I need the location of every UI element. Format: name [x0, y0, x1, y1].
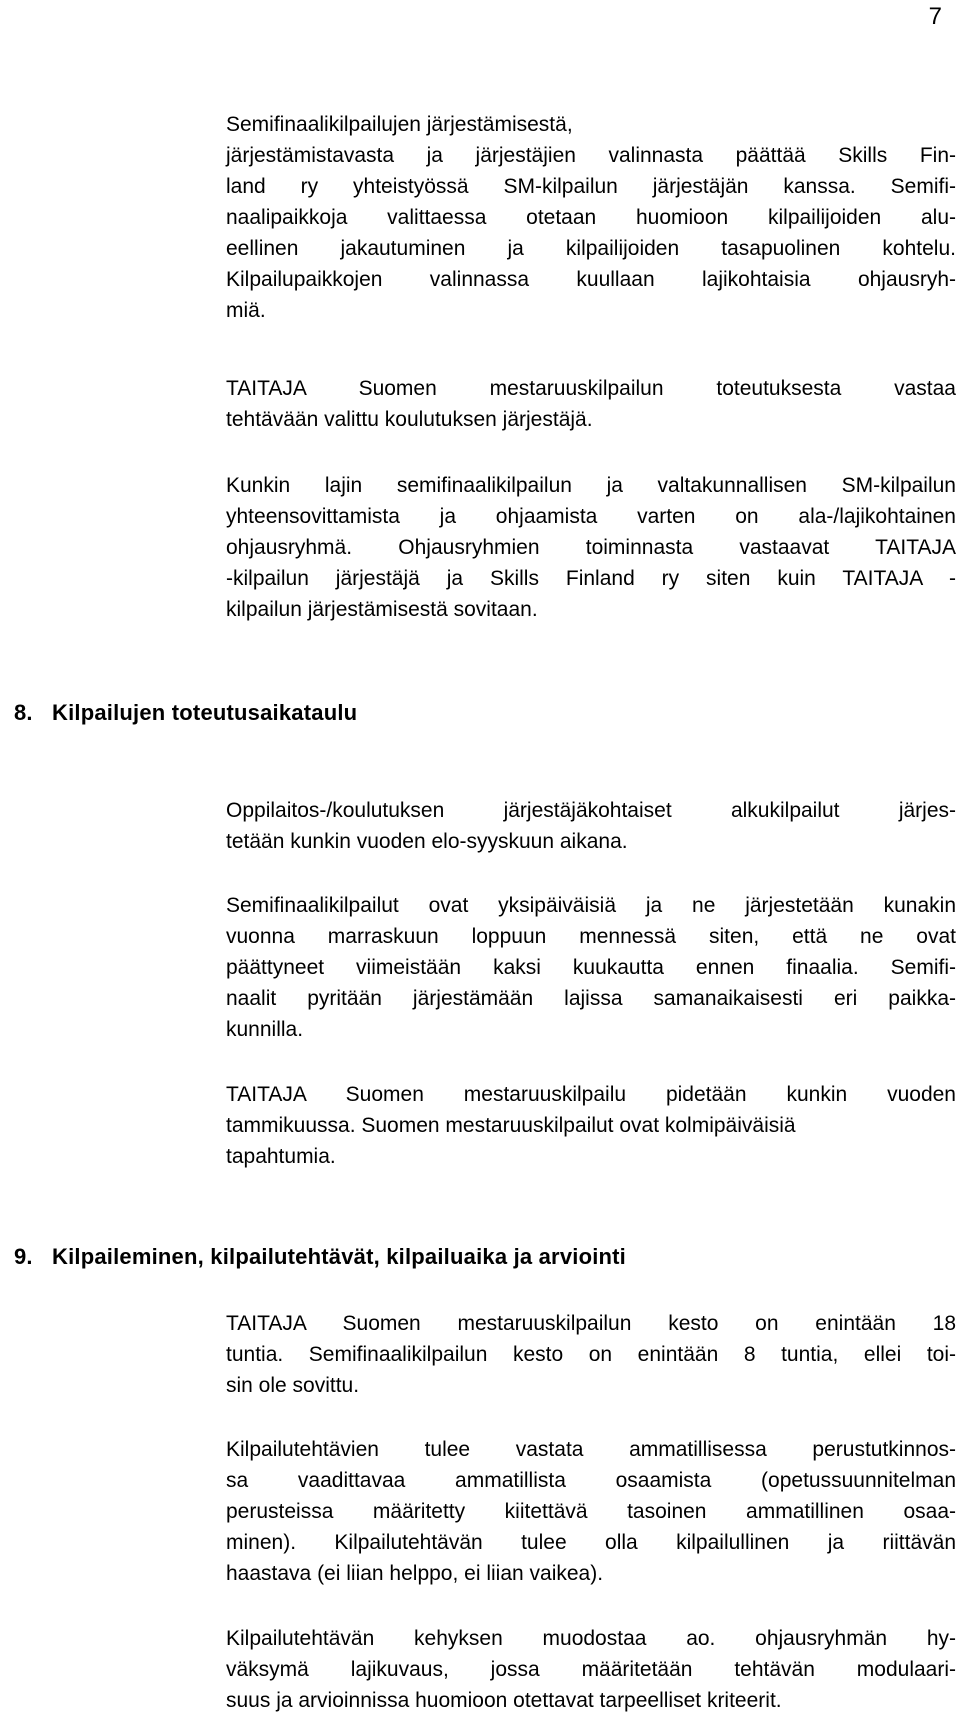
page-number: 7 [928, 3, 942, 30]
text-line: sin ole sovittu. [226, 1374, 360, 1397]
text-line: TAITAJA Suomen mestaruuskilpailun toteutuksesta vastaa [226, 377, 956, 400]
text-line: tehtävään valittu koulutuksen järjestäjä. [226, 408, 593, 431]
paragraph [226, 1308, 956, 1401]
text-line: tapahtumia. [226, 1145, 336, 1168]
text-line: yhteensovittamista ja ohjaamista varten on ala-/lajikohtainen [226, 505, 956, 528]
text-line: Kunkin lajin semifinaalikilpailun ja valtakunnallisen SM-kilpailun [226, 474, 956, 497]
text-line: Kilpailutehtävän kehyksen muodostaa ao. ohjausryhmän hy- [226, 1627, 956, 1650]
text-line: ohjausryhmä. Ohjausryhmien toiminnasta vastaavat TAITAJA [226, 536, 956, 559]
text-line: Kilpailupaikkojen valinnassa kuullaan lajikohtaisia ohjausryh- [226, 268, 956, 291]
text-line: naalipaikkoja valittaessa otetaan huomioon kilpailijoiden alu- [226, 206, 956, 229]
text-line: tuntia. Semifinaalikilpailun kesto on enintään 8 tuntia, ellei toi- [226, 1343, 956, 1366]
text-line: tetään kunkin vuoden elo-syyskuun aikana. [226, 830, 628, 853]
text-line: eellinen jakautuminen ja kilpailijoiden tasapuolinen kohtelu. [226, 237, 956, 260]
section-heading [14, 1242, 626, 1272]
text-line: väksymä lajikuvaus, jossa määritetään tehtävän modulaari- [226, 1658, 956, 1681]
text-line: Semifinaalikilpailut ovat yksipäiväisiä ja ne järjestetään kunakin [226, 894, 956, 917]
text-line: naalit pyritään järjestämään lajissa samanaikaisesti eri paikka- [226, 987, 956, 1010]
text-line: suus ja arvioinnissa huomioon otettavat tarpeelliset kriteerit. [226, 1689, 782, 1712]
section-title: Kilpaileminen, kilpailutehtävät, kilpailuaika ja arviointi [52, 1244, 626, 1269]
text-line: Kilpailutehtävien tulee vastata ammatillisessa perustutkinnos- [226, 1438, 956, 1461]
text-line: TAITAJA Suomen mestaruuskilpailun kesto on enintään 18 [226, 1312, 956, 1335]
text-line: sa vaadittavaa ammatillista osaamista (opetussuunnitelman [226, 1469, 956, 1492]
text-line: järjestämistavasta ja järjestäjien valinnasta päättää Skills Fin- [226, 144, 956, 167]
section-number: 9. [14, 1244, 33, 1269]
text-line: kunnilla. [226, 1018, 304, 1041]
text-line: perusteissa määritetty kiitettävä tasoinen ammatillinen osaa- [226, 1500, 956, 1523]
section-heading [14, 698, 357, 728]
text-line: minen). Kilpailutehtävän tulee olla kilpailullinen ja riittävän [226, 1531, 956, 1554]
paragraph [226, 373, 956, 435]
paragraph [226, 470, 956, 625]
paragraph [226, 795, 956, 857]
text-line: -kilpailun järjestäjä ja Skills Finland ry siten kuin TAITAJA - [226, 567, 956, 590]
text-line: TAITAJA Suomen mestaruuskilpailu pidetään kunkin vuoden [226, 1083, 956, 1106]
text-line: Semifinaalikilpailujen järjestämisestä, [226, 113, 573, 136]
text-line: päättyneet viimeistään kaksi kuukautta ennen finaalia. Semifi- [226, 956, 956, 979]
text-line: kilpailun järjestämisestä sovitaan. [226, 598, 538, 621]
text-line: haastava (ei liian helppo, ei liian vaikea). [226, 1562, 604, 1585]
paragraph [226, 1623, 956, 1716]
text-line: miä. [226, 299, 266, 322]
paragraph [226, 1434, 956, 1589]
text-line: vuonna marraskuun loppuun mennessä siten, että ne ovat [226, 925, 956, 948]
text-line: Oppilaitos-/koulutuksen järjestäjäkohtaiset alkukilpailut järjes- [226, 799, 956, 822]
text-line: land ry yhteistyössä SM-kilpailun järjestäjän kanssa. Semifi- [226, 175, 956, 198]
text-line: tammikuussa. Suomen mestaruuskilpailut ovat kolmipäiväisiä [226, 1114, 796, 1137]
section-number: 8. [14, 700, 33, 725]
paragraph [226, 1079, 956, 1172]
paragraph [226, 890, 956, 1045]
section-title: Kilpailujen toteutusaikataulu [52, 700, 358, 725]
paragraph [226, 109, 956, 326]
